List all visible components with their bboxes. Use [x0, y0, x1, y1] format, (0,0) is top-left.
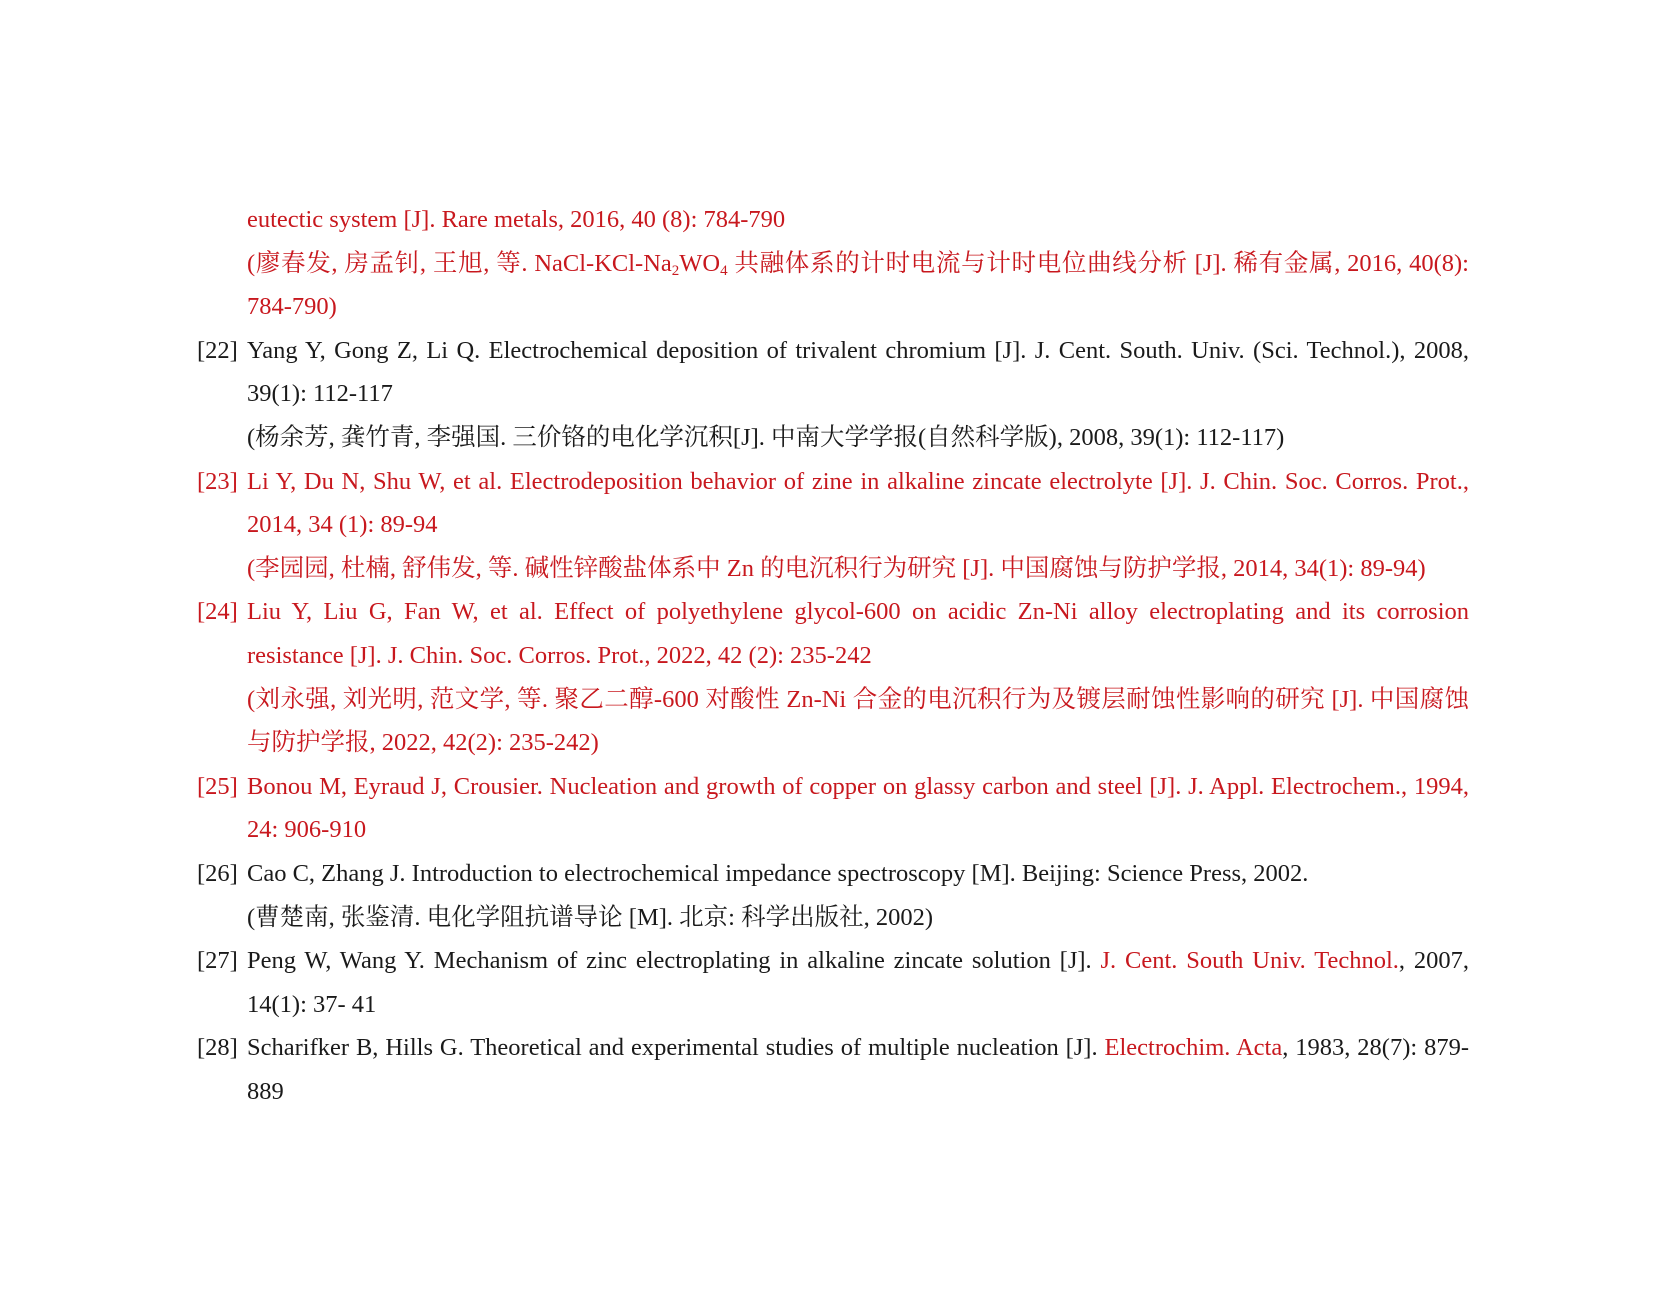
reference-22-chinese-text: (杨余芳, 龚竹青, 李强国. 三价铬的电化学沉积[J]. 中南大学学报(自然科学版), 2008, 39(1): 112-117)	[247, 423, 1285, 451]
reference-22-english: Yang Y, Gong Z, Li Q. Electrochemical deposition of trivalent chromium [J]. J. Cent. South. Univ. (Sci. Technol.), 2008, 39(1): 112-117	[247, 336, 1469, 408]
reference-28-journal: Electrochim. Acta	[1104, 1034, 1283, 1062]
reference-24-number: [24]	[197, 598, 238, 626]
reference-26-chinese-text: (曹楚南, 张鉴清. 电化学阻抗谱导论 [M]. 北京: 科学出版社, 2002)	[247, 903, 933, 931]
reference-23-chinese-text: (李园园, 杜楠, 舒伟发, 等. 碱性锌酸盐体系中 Zn 的电沉积行为研究 [J]. 中国腐蚀与防护学报, 2014, 34(1): 89-94)	[247, 554, 1426, 582]
reference-21-english-text: eutectic system [J]. Rare metals, 2016, 40 (8): 784-790	[247, 206, 786, 233]
reference-26-number: [26]	[197, 859, 238, 887]
reference-23	[197, 460, 1469, 547]
reference-28	[197, 1026, 1469, 1113]
reference-21-chinese-part-c: 共融体系的计时电流与计时电位曲线分析 [J]. 稀有金属, 2016, 40(8): 784-790)	[247, 249, 1469, 321]
reference-24-english: Liu Y, Liu G, Fan W, et al. Effect of polyethylene glycol-600 on acidic Zn-Ni alloy electroplating and its corrosion resistance [J]. J. Chin. Soc. Corros. Prot., 2022, 42 (2): 235-242	[247, 598, 1469, 669]
reference-23-chinese	[197, 547, 1469, 591]
reference-24	[197, 590, 1469, 677]
reference-21-chinese	[197, 242, 1469, 329]
reference-24-chinese	[197, 678, 1469, 765]
reference-23-number: [23]	[197, 467, 238, 495]
reference-26-english: Cao C, Zhang J. Introduction to electrochemical impedance spectroscopy [M]. Beijing: Science Press, 2002.	[247, 859, 1309, 887]
reference-22-chinese	[197, 416, 1469, 460]
reference-27-english-part-a: Peng W, Wang Y. Mechanism of zinc electroplating in alkaline zincate solution [J].	[247, 947, 1101, 975]
reference-25-number: [25]	[197, 772, 238, 800]
reference-28-number: [28]	[197, 1034, 238, 1062]
subscript-4: 4	[720, 262, 728, 279]
subscript-2: 2	[671, 262, 680, 279]
reference-25	[197, 765, 1469, 852]
reference-27	[197, 939, 1469, 1026]
reference-list	[197, 198, 1469, 1113]
reference-23-english: Li Y, Du N, Shu W, et al. Electrodeposition behavior of zine in alkaline zincate electrolyte [J]. J. Chin. Soc. Corros. Prot., 2014, 34 (1): 89-94	[247, 467, 1469, 539]
reference-22	[197, 329, 1469, 416]
reference-28-english-part-b: , 1983, 28(7): 879-889	[247, 1034, 1469, 1105]
reference-27-english-part-b: , 2007, 14(1): 37- 41	[247, 947, 1470, 1018]
reference-21-chinese-part-a: (廖春发, 房孟钊, 王旭, 等. NaCl-KCl-Na	[247, 249, 672, 277]
reference-27-journal: J. Cent. South Univ. Technol.	[1100, 947, 1399, 975]
reference-21-english-continuation	[197, 198, 1469, 242]
reference-21-chinese-part-b: WO	[679, 249, 721, 277]
reference-22-number: [22]	[197, 336, 238, 364]
reference-24-chinese-text: (刘永强, 刘光明, 范文学, 等. 聚乙二醇-600 对酸性 Zn-Ni 合金的电沉积行为及镀层耐蚀性影响的研究 [J]. 中国腐蚀与防护学报, 2022, 42(2): 235-242)	[247, 685, 1469, 757]
reference-25-english: Bonou M, Eyraud J, Crousier. Nucleation and growth of copper on glassy carbon and steel [J]. J. Appl. Electrochem., 1994, 24: 906-910	[247, 772, 1469, 844]
reference-28-english-part-a: Scharifker B, Hills G. Theoretical and experimental studies of multiple nucleation [J].	[247, 1034, 1105, 1062]
reference-27-number: [27]	[197, 947, 238, 975]
reference-26	[197, 852, 1469, 896]
reference-26-chinese	[197, 896, 1469, 940]
